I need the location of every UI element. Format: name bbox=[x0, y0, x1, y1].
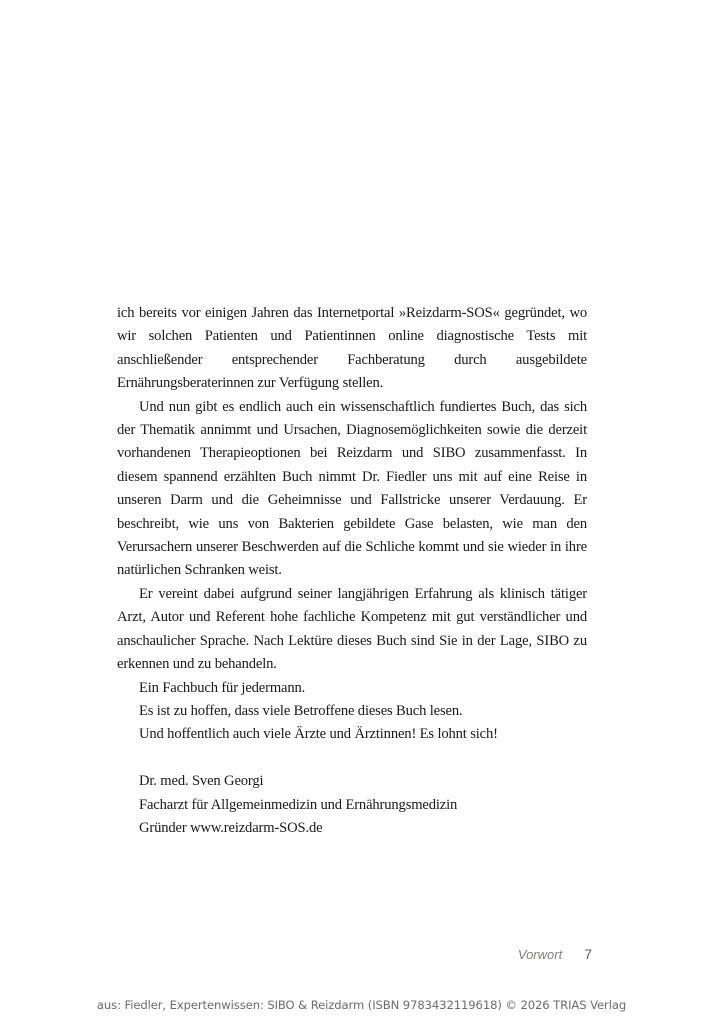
signature-affiliation: Gründer www.reizdarm-SOS.de bbox=[139, 819, 323, 836]
copyright-notice: aus: Fiedler, Expertenwissen: SIBO & Reizdarm (ISBN 9783432119618) © 2026 TRIAS Verlag bbox=[96, 998, 627, 1012]
paragraph-author-praise: Er vereint dabei aufgrund seiner langjährigen Erfahrung als klinisch tätiger Arzt, Autor und Referent hohe fachliche Kompetenz mit gut verständlicher und anschaulicher Sprache. Nach Lektüre dieses Buch sind Sie in der Lage, SIBO zu erkennen und zu behandeln. bbox=[117, 585, 587, 673]
paragraph-portal-intro: ich bereits vor einigen Jahren das Internetportal »Reizdarm-SOS« gegründet, wo wir solchen Patienten und Patientinnen online diagnostische Tests mit anschließender entsprechender Fachberatung durch ausgebildete Ernährungsberaterinnen zur Verfügung stellen. bbox=[117, 305, 587, 392]
paragraph-book-summary: Und nun gibt es endlich auch ein wissenschaftlich fundiertes Buch, das sich der Thematik annimmt und Ursachen, Diagnosemöglichkeiten sowie die derzeit vorhandenen Therapieoptionen bei Reizdarm und SIBO zusammenfasst. In diesem spannend erzählten Buch nimmt Dr. Fiedler uns mit auf eine Reise in unseren Darm und die Geheimnisse und Fallstricke unserer Verdauung. Er beschreibt, wie uns von Bakterien gebildete Gase belasten, wie man den Verursachern unserer Beschwerden auf die Schliche kommt und sie wieder in ihre natürlichen Schranken weist. bbox=[117, 398, 587, 579]
footer-section-name: Vorwort bbox=[517, 947, 563, 962]
closing-line-3: Und hoffentlich auch viele Ärzte und Ärztinnen! Es lohnt sich! bbox=[139, 726, 498, 743]
closing-line-2: Es ist zu hoffen, dass viele Betroffene dieses Buch lesen. bbox=[139, 702, 463, 719]
signature-name: Dr. med. Sven Georgi bbox=[139, 773, 264, 790]
page-body bbox=[117, 302, 587, 840]
signature-title: Facharzt für Allgemeinmedizin und Ernährungsmedizin bbox=[139, 796, 458, 813]
running-footer bbox=[480, 946, 592, 962]
closing-line-1: Ein Fachbuch für jedermann. bbox=[139, 679, 306, 696]
signature-block bbox=[117, 770, 587, 840]
page-number: 7 bbox=[584, 946, 592, 962]
